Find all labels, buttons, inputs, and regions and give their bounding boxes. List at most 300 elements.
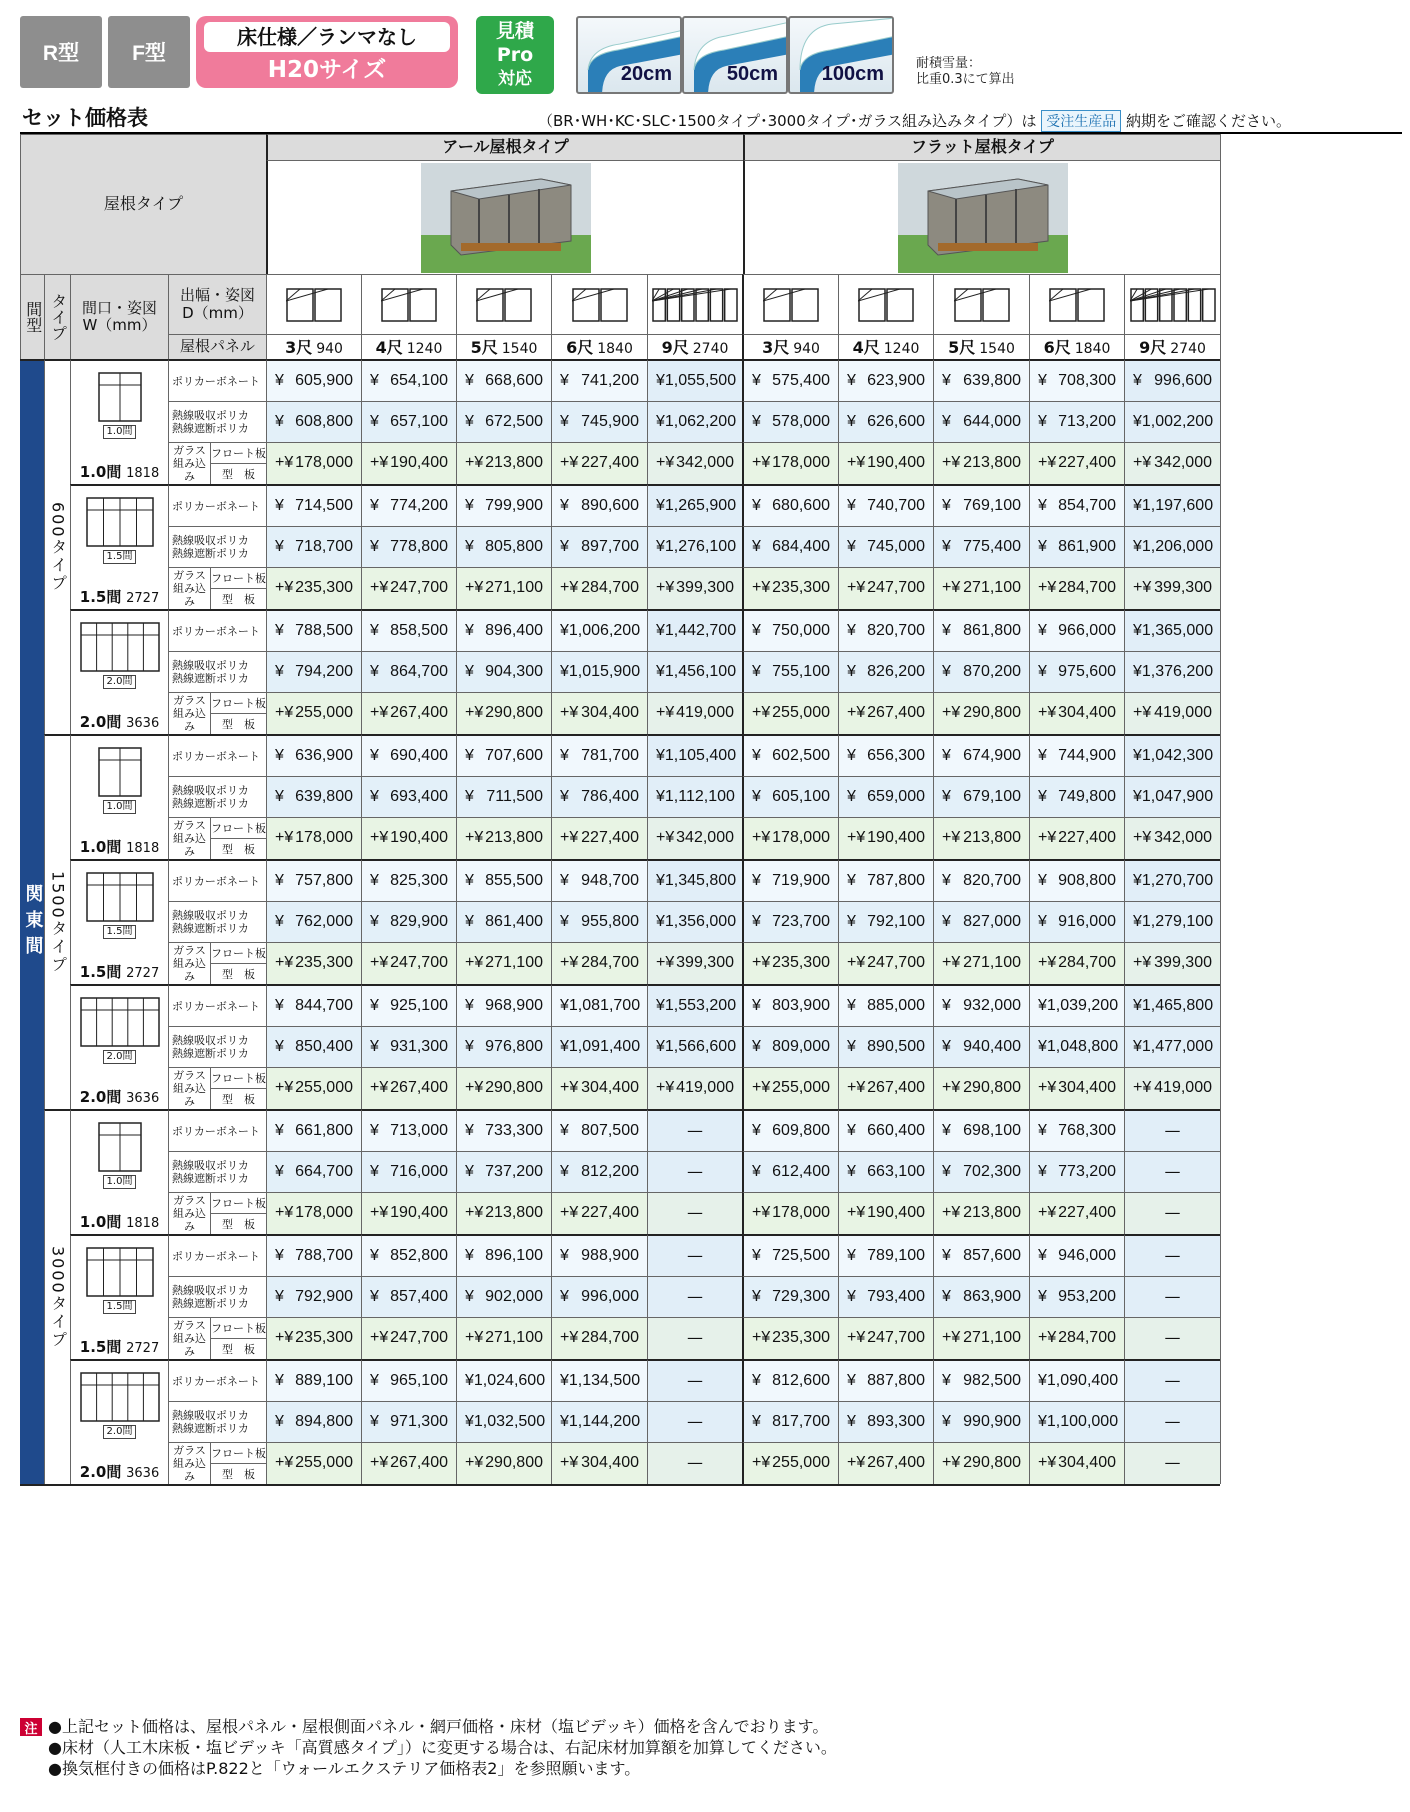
price-cell — [1029, 1067, 1124, 1109]
price-cell — [1029, 984, 1124, 1026]
price-value: 235,300 — [295, 579, 353, 597]
depth-diagram — [652, 287, 738, 323]
price-cell — [1029, 526, 1124, 567]
price-value: 990,900 — [963, 1412, 1021, 1430]
currency-symbol: +¥ — [1038, 1204, 1057, 1222]
currency-symbol: +¥ — [656, 829, 675, 847]
price-value: 419,000 — [676, 704, 734, 722]
width-fig-label: 1.0間 — [103, 425, 137, 439]
depth-fig-8 — [1029, 274, 1124, 334]
currency-symbol: ¥ — [560, 1121, 569, 1139]
price-value: 1,006,200 — [568, 621, 641, 639]
price-cell — [838, 1276, 933, 1317]
price-value: 857,400 — [390, 1287, 448, 1305]
price-cell — [838, 692, 933, 734]
depth-mm: 940 — [793, 340, 820, 357]
currency-symbol: ¥ — [752, 1246, 761, 1264]
price-value: 1,081,700 — [568, 996, 641, 1014]
price-cell — [647, 859, 742, 901]
currency-symbol: ¥ — [560, 1287, 569, 1305]
label-poly: ポリカーボネート — [168, 1359, 266, 1401]
price-value: 711,500 — [486, 787, 543, 805]
price-cell — [838, 401, 933, 442]
mitsumori-l1: 見積 — [495, 20, 534, 42]
depth-mm: 1840 — [1074, 340, 1111, 357]
label-heat: 熱線吸収ポリカ 熱線遮断ポリカ — [168, 1401, 266, 1442]
roof-r-photo — [266, 160, 743, 274]
price-cell — [933, 984, 1029, 1026]
snow-note-l1: 耐積雪量： — [916, 56, 982, 71]
depth-mm: 1540 — [501, 340, 538, 357]
price-cell — [361, 901, 456, 942]
currency-symbol: ¥ — [847, 496, 856, 514]
price-value: 887,800 — [867, 1371, 925, 1389]
price-cell — [266, 526, 361, 567]
price-cell — [742, 1067, 838, 1109]
currency-symbol: ¥ — [275, 1287, 284, 1305]
depth-mm: 2740 — [692, 340, 729, 357]
price-cell — [933, 442, 1029, 484]
currency-symbol: +¥ — [1133, 579, 1152, 597]
currency-symbol: ¥ — [1038, 1121, 1047, 1139]
currency-symbol: ¥ — [656, 912, 665, 930]
width-diagram — [94, 746, 146, 806]
panel-header: 屋根パネル — [168, 334, 266, 359]
label-heat: 熱線吸収ポリカ 熱線遮断ポリカ — [168, 1151, 266, 1192]
currency-symbol: ¥ — [275, 787, 284, 805]
price-value: 708,300 — [1058, 371, 1116, 389]
currency-symbol: ¥ — [752, 1037, 761, 1055]
width-label: 1.0間 1818 — [79, 1213, 160, 1232]
price-cell — [361, 734, 456, 776]
price-cell — [1029, 1151, 1124, 1192]
currency-symbol: ¥ — [465, 412, 474, 430]
price-value: 684,400 — [772, 537, 830, 555]
currency-symbol: +¥ — [275, 1079, 294, 1097]
price-value: 1,345,800 — [664, 871, 737, 889]
currency-symbol: ¥ — [847, 746, 856, 764]
price-value: 788,700 — [295, 1246, 353, 1264]
price-value: 940,400 — [963, 1037, 1021, 1055]
price-value: 1,477,000 — [1141, 1037, 1214, 1055]
currency-symbol: ¥ — [847, 537, 856, 555]
price-cell — [742, 1317, 838, 1359]
price-cell — [361, 1234, 456, 1276]
currency-symbol: ¥ — [275, 1246, 284, 1264]
price-cell — [1124, 442, 1220, 484]
price-value: 698,100 — [963, 1121, 1021, 1139]
price-cell — [361, 1192, 456, 1234]
currency-symbol: +¥ — [847, 704, 866, 722]
price-value: 227,400 — [1058, 829, 1116, 847]
currency-symbol: ¥ — [370, 1287, 379, 1305]
currency-symbol: ¥ — [942, 1121, 951, 1139]
price-cell — [1124, 901, 1220, 942]
currency-symbol: ¥ — [656, 662, 665, 680]
label-glass: ガラス 組み込み — [168, 1192, 210, 1234]
price-value: 812,200 — [581, 1162, 639, 1180]
price-cell — [933, 651, 1029, 692]
price-cell — [742, 901, 838, 942]
type-cell: 3000タイプ — [44, 1109, 70, 1484]
price-cell — [838, 1151, 933, 1192]
price-cell — [266, 401, 361, 442]
currency-symbol: ¥ — [275, 1121, 284, 1139]
price-value: 304,400 — [1058, 1454, 1116, 1472]
price-value: 639,800 — [295, 787, 353, 805]
currency-symbol: +¥ — [1133, 704, 1152, 722]
width-fig-label: 2.0間 — [103, 1425, 137, 1439]
price-value: 267,400 — [390, 1454, 448, 1472]
price-cell — [838, 1234, 933, 1276]
price-value: 745,900 — [581, 412, 639, 430]
price-value: 1,002,200 — [1141, 412, 1214, 430]
price-cell — [1029, 692, 1124, 734]
currency-symbol: ¥ — [847, 1037, 856, 1055]
price-cell — [647, 359, 742, 401]
depth-fig-4 — [647, 274, 742, 334]
currency-symbol: ¥ — [560, 1162, 569, 1180]
header-bar — [20, 10, 1400, 100]
price-cell — [266, 1234, 361, 1276]
price-cell — [1124, 401, 1220, 442]
depth-shaku: 6尺 — [1043, 337, 1071, 357]
price-value: 716,000 — [390, 1162, 448, 1180]
price-value: 976,800 — [485, 1037, 543, 1055]
price-value: 602,500 — [772, 746, 830, 764]
width-label: 1.0間 1818 — [79, 463, 160, 482]
width-diagram — [94, 371, 146, 431]
price-cell — [647, 817, 742, 859]
label-heat: 熱線吸収ポリカ 熱線遮断ポリカ — [168, 1276, 266, 1317]
price-cell: — — [647, 1359, 742, 1401]
width-diagram — [94, 1121, 146, 1181]
depth-fig-6 — [838, 274, 933, 334]
price-cell — [1124, 651, 1220, 692]
price-cell — [551, 942, 647, 984]
price-value: 781,700 — [581, 746, 639, 764]
price-value: 1,566,600 — [664, 1037, 737, 1055]
currency-symbol: ¥ — [1133, 787, 1142, 805]
price-value: 639,800 — [963, 371, 1021, 389]
currency-symbol: ¥ — [560, 996, 569, 1014]
label-kata: 型 板 — [210, 713, 266, 734]
currency-symbol: +¥ — [752, 579, 771, 597]
price-cell — [456, 1442, 551, 1484]
price-value: 1,090,400 — [1046, 1371, 1119, 1389]
currency-symbol: ¥ — [942, 1412, 951, 1430]
currency-symbol: +¥ — [847, 1204, 866, 1222]
currency-symbol: ¥ — [465, 787, 474, 805]
width-cell — [70, 1359, 168, 1484]
price-cell — [456, 1109, 551, 1151]
label-float: フロート板 — [210, 817, 266, 838]
price-value: 996,600 — [1154, 371, 1212, 389]
price-value: 904,300 — [485, 662, 543, 680]
price-cell — [551, 442, 647, 484]
price-cell — [1029, 859, 1124, 901]
price-cell — [266, 692, 361, 734]
currency-symbol: +¥ — [1038, 1329, 1057, 1347]
width-diagram — [82, 871, 158, 931]
price-cell — [647, 567, 742, 609]
currency-symbol: ¥ — [942, 746, 951, 764]
price-value: 953,200 — [1058, 1287, 1116, 1305]
price-value: 890,500 — [867, 1037, 925, 1055]
price-cell — [933, 776, 1029, 817]
price-value: 271,100 — [485, 954, 543, 972]
currency-symbol: ¥ — [370, 912, 379, 930]
currency-symbol: +¥ — [275, 954, 294, 972]
price-value: 235,300 — [295, 954, 353, 972]
price-cell: — — [1124, 1442, 1220, 1484]
price-cell — [838, 817, 933, 859]
currency-symbol: +¥ — [370, 579, 389, 597]
price-cell — [361, 984, 456, 1026]
currency-symbol: ¥ — [752, 662, 761, 680]
currency-symbol: +¥ — [275, 454, 294, 472]
currency-symbol: ¥ — [752, 996, 761, 1014]
price-cell — [647, 609, 742, 651]
currency-symbol: ¥ — [752, 787, 761, 805]
price-cell — [266, 776, 361, 817]
width-fig-label: 1.5間 — [103, 1300, 137, 1314]
width-cell — [70, 984, 168, 1109]
price-value: 1,270,700 — [1141, 871, 1214, 889]
price-cell — [456, 1359, 551, 1401]
price-value: 178,000 — [772, 454, 830, 472]
price-value: 1,091,400 — [568, 1037, 641, 1055]
label-kata: 型 板 — [210, 588, 266, 609]
price-cell — [551, 1276, 647, 1317]
price-value: 271,100 — [963, 1329, 1021, 1347]
price-cell — [742, 859, 838, 901]
price-value: 190,400 — [867, 454, 925, 472]
currency-symbol: ¥ — [1038, 871, 1047, 889]
price-cell — [838, 442, 933, 484]
depth-fig-0 — [266, 274, 361, 334]
price-value: 656,300 — [867, 746, 925, 764]
price-cell — [1124, 734, 1220, 776]
price-value: 1,456,100 — [664, 662, 737, 680]
depth-label-9 — [1124, 334, 1220, 359]
currency-symbol: ¥ — [465, 996, 474, 1014]
price-cell — [838, 859, 933, 901]
price-cell — [1029, 1192, 1124, 1234]
price-value: 290,800 — [485, 704, 543, 722]
price-cell — [456, 692, 551, 734]
price-value: 1,376,200 — [1141, 662, 1214, 680]
type-r-button[interactable]: R型 — [20, 16, 102, 88]
type-f-button[interactable]: F型 — [108, 16, 190, 88]
currency-symbol: ¥ — [1038, 496, 1047, 514]
price-value: 235,300 — [772, 579, 830, 597]
price-value: 774,200 — [390, 496, 448, 514]
price-cell — [551, 651, 647, 692]
price-cell — [266, 901, 361, 942]
price-cell: — — [1124, 1359, 1220, 1401]
price-cell — [266, 817, 361, 859]
price-cell — [266, 1192, 361, 1234]
price-value: 255,000 — [772, 704, 830, 722]
currency-symbol: ¥ — [275, 371, 284, 389]
width-diagram — [76, 996, 164, 1056]
price-value: 755,100 — [772, 662, 830, 680]
price-cell — [551, 1067, 647, 1109]
price-value: 948,700 — [581, 871, 639, 889]
currency-symbol: ¥ — [370, 371, 379, 389]
price-cell — [551, 609, 647, 651]
price-value: 267,400 — [867, 1454, 925, 1472]
mitsumori-pro-badge — [476, 16, 554, 94]
label-poly: ポリカーボネート — [168, 484, 266, 526]
price-value: 725,500 — [772, 1246, 830, 1264]
currency-symbol: ¥ — [1038, 537, 1047, 555]
label-float: フロート板 — [210, 1067, 266, 1088]
currency-symbol: ¥ — [465, 1162, 474, 1180]
price-value: 1,276,100 — [664, 537, 737, 555]
price-cell — [742, 1026, 838, 1067]
price-value: 844,700 — [295, 996, 353, 1014]
price-value: 213,800 — [963, 454, 1021, 472]
label-glass: ガラス 組み込み — [168, 442, 210, 484]
price-value: 1,356,000 — [664, 912, 737, 930]
price-cell — [1029, 1109, 1124, 1151]
depth-fig-7 — [933, 274, 1029, 334]
price-value: 1,062,200 — [664, 412, 737, 430]
price-cell — [266, 1401, 361, 1442]
price-value: 1,144,200 — [568, 1412, 641, 1430]
price-cell — [1029, 1026, 1124, 1067]
price-value: 852,800 — [390, 1246, 448, 1264]
currency-symbol: ¥ — [847, 662, 856, 680]
width-label: 1.5間 2727 — [79, 963, 160, 982]
currency-symbol: ¥ — [560, 412, 569, 430]
price-cell — [742, 1401, 838, 1442]
price-cell — [742, 1359, 838, 1401]
currency-symbol: +¥ — [847, 954, 866, 972]
currency-symbol: +¥ — [942, 1329, 961, 1347]
currency-symbol: ¥ — [560, 1371, 569, 1389]
price-value: 896,400 — [485, 621, 543, 639]
price-cell — [647, 442, 742, 484]
price-value: 1,105,400 — [664, 746, 737, 764]
price-cell — [361, 1026, 456, 1067]
width-fig-label: 2.0間 — [103, 675, 137, 689]
price-value: 290,800 — [485, 1454, 543, 1472]
currency-symbol: ¥ — [1133, 662, 1142, 680]
price-value: 729,300 — [772, 1287, 830, 1305]
currency-symbol: ¥ — [465, 371, 474, 389]
price-cell — [933, 1401, 1029, 1442]
type-header: タイプ — [44, 274, 70, 359]
label-kata: 型 板 — [210, 1088, 266, 1109]
currency-symbol: ¥ — [752, 1287, 761, 1305]
price-value: 809,000 — [772, 1037, 830, 1055]
maguchi-header: 間口・姿図 W（mm） — [70, 274, 168, 359]
depth-mm: 1240 — [883, 340, 920, 357]
price-value: 227,400 — [1058, 454, 1116, 472]
price-value: 775,400 — [963, 537, 1021, 555]
price-value: 1,032,500 — [473, 1412, 546, 1430]
currency-symbol: ¥ — [847, 1246, 856, 1264]
price-value: 982,500 — [963, 1371, 1021, 1389]
price-cell — [838, 484, 933, 526]
price-cell — [456, 359, 551, 401]
currency-symbol: ¥ — [370, 1246, 379, 1264]
price-cell — [933, 526, 1029, 567]
price-cell — [742, 401, 838, 442]
price-cell — [742, 1234, 838, 1276]
currency-symbol: ¥ — [847, 871, 856, 889]
price-cell — [838, 1401, 933, 1442]
currency-symbol: ¥ — [370, 1037, 379, 1055]
currency-symbol: ¥ — [275, 1412, 284, 1430]
price-cell — [838, 567, 933, 609]
price-value: 399,300 — [1154, 954, 1212, 972]
width-cell — [70, 859, 168, 984]
price-cell — [266, 942, 361, 984]
price-cell — [742, 609, 838, 651]
price-cell — [1124, 692, 1220, 734]
price-cell — [933, 1317, 1029, 1359]
depth-fig-5 — [742, 274, 838, 334]
price-cell — [933, 1067, 1029, 1109]
price-cell: — — [647, 1442, 742, 1484]
price-cell — [551, 359, 647, 401]
price-cell — [1029, 776, 1124, 817]
price-value: 659,000 — [867, 787, 925, 805]
price-cell — [647, 526, 742, 567]
currency-symbol: ¥ — [656, 871, 665, 889]
label-kata: 型 板 — [210, 1463, 266, 1484]
price-cell — [838, 1442, 933, 1484]
price-cell — [266, 609, 361, 651]
currency-symbol: +¥ — [942, 954, 961, 972]
depth-diagram — [954, 287, 1010, 323]
price-cell — [933, 734, 1029, 776]
price-value: 213,800 — [485, 829, 543, 847]
currency-symbol: ¥ — [942, 621, 951, 639]
price-cell — [456, 734, 551, 776]
snow-load-50 — [682, 16, 788, 94]
price-value: 657,100 — [390, 412, 448, 430]
price-value: 864,700 — [390, 662, 448, 680]
currency-symbol: ¥ — [275, 496, 284, 514]
depth-diagram — [763, 287, 819, 323]
price-cell: — — [647, 1192, 742, 1234]
currency-symbol: ¥ — [847, 1162, 856, 1180]
currency-symbol: +¥ — [465, 829, 484, 847]
currency-symbol: ¥ — [560, 787, 569, 805]
price-value: 626,600 — [867, 412, 925, 430]
price-cell — [361, 1401, 456, 1442]
price-cell — [933, 484, 1029, 526]
currency-symbol: ¥ — [370, 621, 379, 639]
price-value: 799,900 — [485, 496, 543, 514]
price-cell — [838, 901, 933, 942]
price-value: 178,000 — [295, 829, 353, 847]
currency-symbol: ¥ — [752, 871, 761, 889]
depth-fig-1 — [361, 274, 456, 334]
footnote-line: ●換気框付きの価格はP.822と「ウォールエクステリア価格表2」を参照願います。 — [48, 1759, 641, 1778]
currency-symbol: ¥ — [752, 537, 761, 555]
currency-symbol: +¥ — [1038, 954, 1057, 972]
label-poly: ポリカーボネート — [168, 1109, 266, 1151]
price-value: 827,000 — [963, 912, 1021, 930]
currency-symbol: ¥ — [1038, 621, 1047, 639]
currency-symbol: ¥ — [370, 412, 379, 430]
